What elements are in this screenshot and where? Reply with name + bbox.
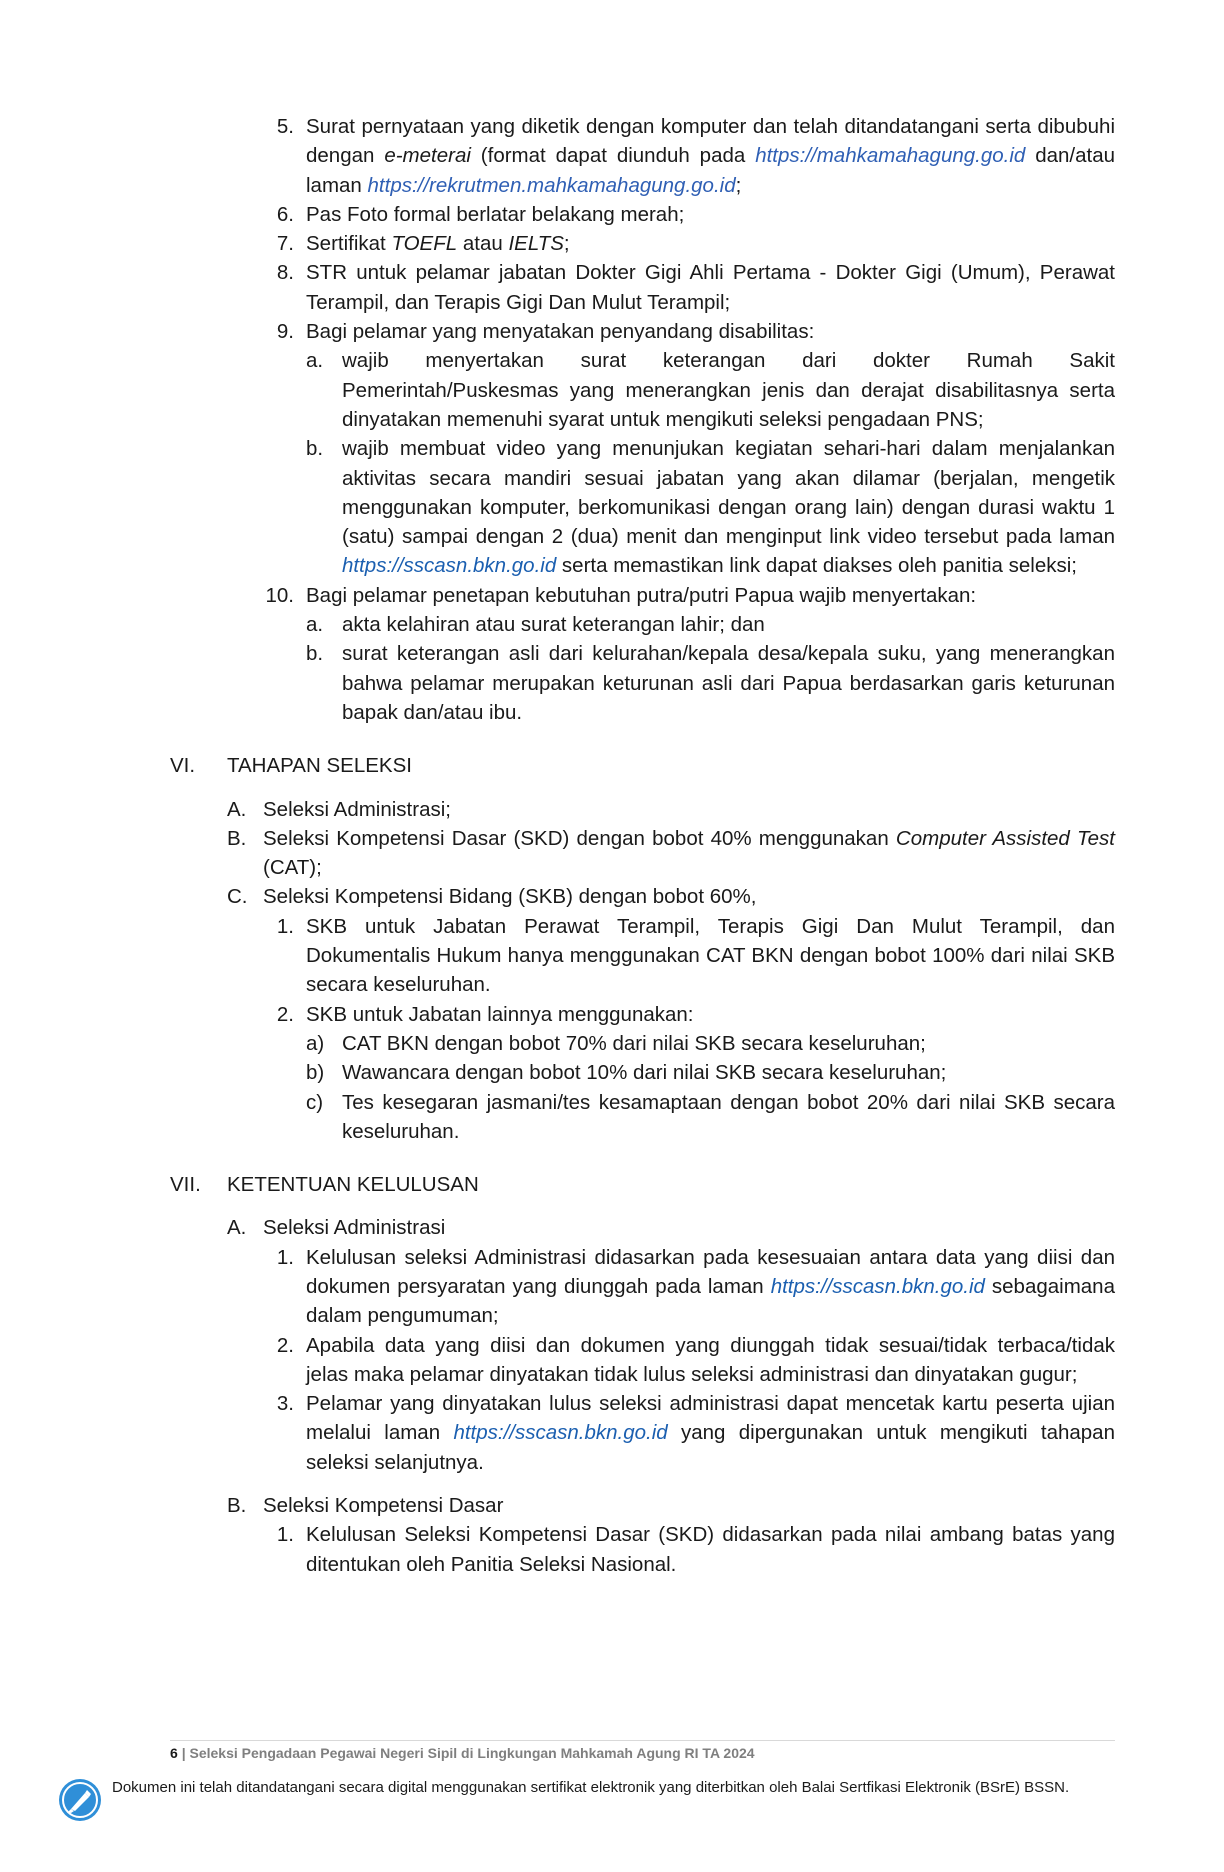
text-segment: (CAT); bbox=[263, 856, 322, 880]
section-vi-title: TAHAPAN SELEKSI bbox=[227, 754, 412, 778]
section-vi-item-c1 bbox=[170, 912, 1115, 1000]
item-text bbox=[306, 912, 1115, 1000]
text-segment: serta memastikan link dapat diakses oleh panitia seleksi; bbox=[556, 554, 1077, 578]
requirements-list bbox=[170, 112, 1115, 346]
item-number: 8. bbox=[276, 261, 294, 285]
item-number: a) bbox=[306, 1031, 325, 1055]
text-segment: Sertifikat bbox=[306, 232, 392, 256]
url-link[interactable]: https://mahkamahagung.go.id bbox=[755, 144, 1026, 168]
text-segment: Pas Foto formal berlatar belakang merah; bbox=[306, 202, 685, 226]
item-number: A. bbox=[227, 1216, 247, 1240]
url-link[interactable]: https://sscasn.bkn.go.id bbox=[342, 554, 557, 578]
text-segment: Seleksi Kompetensi Dasar (SKD) dengan bobot 40% menggunakan bbox=[263, 826, 896, 850]
footer-divider bbox=[170, 1740, 1115, 1741]
italic-term: e-meterai bbox=[384, 144, 471, 168]
item-number: 6. bbox=[276, 202, 294, 226]
item-text bbox=[263, 795, 1115, 824]
text-segment: (format dapat diunduh pada bbox=[470, 144, 756, 168]
item-number: c) bbox=[306, 1090, 324, 1114]
list-item bbox=[306, 434, 1115, 580]
list-item bbox=[227, 1213, 1115, 1242]
list-item bbox=[306, 1029, 1115, 1058]
item-10 bbox=[170, 581, 1115, 610]
list-item bbox=[227, 1491, 1115, 1520]
list-item bbox=[227, 229, 1115, 258]
item-number: a. bbox=[306, 613, 324, 637]
list-item bbox=[227, 200, 1115, 229]
text-segment: SKB untuk Jabatan Perawat Terampil, Terapis Gigi Dan Mulut Terampil, dan Dokumentalis Hukum hanya menggunakan CAT BKN dengan bobot 100% dari nilai SKB secara keseluruhan. bbox=[306, 914, 1115, 997]
item-text bbox=[306, 581, 1115, 610]
text-segment: ; bbox=[735, 173, 742, 197]
section-vii-title: KETENTUAN KELULUSAN bbox=[227, 1173, 479, 1197]
italic-term: Computer Assisted Test bbox=[895, 826, 1115, 850]
text-segment: CAT BKN dengan bobot 70% dari nilai SKB secara keseluruhan; bbox=[342, 1031, 926, 1055]
item-text bbox=[263, 1213, 1115, 1242]
digital-signature-note bbox=[58, 1778, 1208, 1822]
list-item bbox=[227, 112, 1115, 200]
text-segment: Tes kesegaran jasmani/tes kesamaptaan dengan bobot 20% dari nilai SKB secara keseluruhan. bbox=[342, 1090, 1115, 1143]
text-segment: Seleksi Administrasi; bbox=[263, 797, 451, 821]
text-segment: sebagaimana dalam pengumuman; bbox=[306, 1274, 1115, 1328]
section-vii-item-b bbox=[170, 1491, 1115, 1520]
item-text bbox=[306, 1520, 1115, 1579]
page-footer bbox=[170, 1745, 1115, 1761]
italic-term: IELTS bbox=[508, 232, 564, 256]
item-number: 9. bbox=[276, 320, 294, 344]
item-text bbox=[342, 1058, 1115, 1087]
item-number: A. bbox=[227, 797, 247, 821]
item-text bbox=[263, 1491, 1115, 1520]
item-number: B. bbox=[227, 1494, 247, 1518]
item-text bbox=[342, 1029, 1115, 1058]
item-text bbox=[306, 317, 1115, 346]
text-segment: ; bbox=[563, 232, 570, 256]
text-segment: wajib menyertakan surat keterangan dari dokter Rumah Sakit Pemerintah/Puskesmas yang menerangkan jenis dan derajat disabilitasnya serta dinyatakan memenuhi syarat untuk mengikuti seleksi pengadaan PNS; bbox=[342, 349, 1115, 431]
bsre-pen-icon bbox=[58, 1778, 102, 1822]
url-link[interactable]: https://sscasn.bkn.go.id bbox=[770, 1274, 985, 1298]
footer-title: Seleksi Pengadaan Pegawai Negeri Sipil di Lingkungan Mahkamah Agung RI TA 2024 bbox=[189, 1745, 755, 1761]
text-segment: SKB untuk Jabatan lainnya menggunakan: bbox=[306, 1002, 694, 1026]
text-segment: Bagi pelamar yang menyatakan penyandang disabilitas: bbox=[306, 320, 815, 344]
item-text bbox=[306, 229, 1115, 258]
italic-term: TOEFL bbox=[391, 232, 458, 256]
page-content bbox=[170, 112, 1115, 1579]
item-text bbox=[342, 639, 1115, 727]
section-vi-item-c2 bbox=[170, 1000, 1115, 1029]
section-vii-b-sublist bbox=[170, 1520, 1115, 1579]
item-number: b. bbox=[306, 437, 324, 461]
section-vi-item-a bbox=[170, 795, 1115, 824]
text-segment: Bagi pelamar penetapan kebutuhan putra/putri Papua wajib menyertakan: bbox=[306, 583, 977, 607]
text-segment: surat keterangan asli dari kelurahan/kepala desa/kepala suku, yang menerangkan bahwa pelamar merupakan keturunan asli dari Papua berdasarkan garis keturunan bapak dan/atau ibu. bbox=[342, 642, 1115, 724]
section-vii-a-sublist bbox=[170, 1243, 1115, 1477]
item-text bbox=[342, 346, 1115, 434]
item-number: C. bbox=[227, 885, 248, 909]
item-number: 10. bbox=[265, 583, 294, 607]
item-text bbox=[342, 1088, 1115, 1147]
list-item bbox=[227, 317, 1115, 346]
footer-separator: | bbox=[181, 1745, 186, 1761]
item-text bbox=[263, 824, 1115, 883]
text-segment: Seleksi Kompetensi Dasar bbox=[263, 1494, 504, 1518]
text-segment: Seleksi Kompetensi Bidang (SKB) dengan bobot 60%, bbox=[263, 885, 757, 909]
text-segment: Kelulusan Seleksi Kompetensi Dasar (SKD) didasarkan pada nilai ambang batas yang ditentukan oleh Panitia Seleksi Nasional. bbox=[306, 1523, 1115, 1576]
section-vi-item-c bbox=[170, 882, 1115, 911]
list-item bbox=[227, 1000, 1115, 1029]
item-text bbox=[263, 882, 1115, 911]
text-segment: Apabila data yang diisi dan dokumen yang diunggah tidak sesuai/tidak terbaca/tidak jelas maka pelamar dinyatakan tidak lulus seleksi administrasi dan dinyatakan gugur; bbox=[306, 1333, 1115, 1386]
section-vi-heading bbox=[170, 751, 1115, 780]
item-text bbox=[306, 258, 1115, 317]
item-number: b) bbox=[306, 1061, 325, 1085]
section-vii-heading bbox=[170, 1170, 1115, 1199]
text-segment: Pelamar yang dinyatakan lulus seleksi administrasi dapat mencetak kartu peserta ujian melalui laman bbox=[306, 1392, 1115, 1445]
section-vii-number: VII. bbox=[170, 1173, 201, 1197]
url-link[interactable]: https://rekrutmen.mahkamahagung.go.id bbox=[367, 173, 736, 197]
item-number: 3. bbox=[276, 1392, 294, 1416]
url-link[interactable]: https://sscasn.bkn.go.id bbox=[453, 1421, 668, 1445]
text-segment: yang dipergunakan untuk mengikuti tahapan seleksi selanjutnya. bbox=[306, 1421, 1115, 1474]
list-item bbox=[227, 882, 1115, 911]
list-item bbox=[306, 639, 1115, 727]
list-item bbox=[227, 1389, 1115, 1477]
item-number: b. bbox=[306, 642, 324, 666]
item-number: 5. bbox=[276, 115, 294, 138]
section-vi-item-b bbox=[170, 824, 1115, 883]
text-segment: Wawancara dengan bobot 10% dari nilai SKB secara keseluruhan; bbox=[342, 1061, 947, 1085]
section-vi-number: VI. bbox=[170, 754, 196, 778]
list-item bbox=[227, 795, 1115, 824]
item-number: B. bbox=[227, 826, 247, 850]
item-text bbox=[306, 1389, 1115, 1477]
item-text bbox=[342, 434, 1115, 580]
item-9-sublist bbox=[170, 346, 1115, 580]
list-item bbox=[227, 581, 1115, 610]
item-text bbox=[306, 112, 1115, 200]
text-segment: Surat pernyataan yang diketik dengan komputer dan telah ditandatangani serta dibubuhi dengan bbox=[306, 115, 1115, 168]
text-segment: STR untuk pelamar jabatan Dokter Gigi Ahli Pertama - Dokter Gigi (Umum), Perawat Terampil, dan Terapis Gigi Dan Mulut Terampil; bbox=[306, 261, 1115, 314]
item-text bbox=[306, 1000, 1115, 1029]
list-item bbox=[227, 1243, 1115, 1331]
section-vi-c2-sublist bbox=[170, 1029, 1115, 1146]
list-item bbox=[227, 1520, 1115, 1579]
item-number: 1. bbox=[276, 1245, 294, 1269]
list-item bbox=[227, 1331, 1115, 1390]
item-number: 1. bbox=[276, 1523, 294, 1547]
list-item bbox=[306, 1088, 1115, 1147]
text-segment: Kelulusan seleksi Administrasi didasarkan pada kesesuaian antara data yang diisi dan dokumen persyaratan yang diunggah pada laman bbox=[306, 1245, 1115, 1298]
footer-page-number: 6 bbox=[170, 1745, 178, 1761]
item-number: 2. bbox=[276, 1002, 294, 1026]
item-number: a. bbox=[306, 349, 324, 373]
item-text bbox=[306, 1243, 1115, 1331]
text-segment: wajib membuat video yang menunjukan kegiatan sehari-hari dalam menjalankan aktivitas secara mandiri sesuai jabatan yang akan dilamar (berjalan, mengetik menggunakan komputer, berkomunikasi dengan orang lain) dengan durasi waktu 1 (satu) sampai dengan 2 (dua) menit dan menginput link video tersebut pada laman bbox=[342, 437, 1115, 549]
item-text bbox=[342, 610, 1115, 639]
item-number: 1. bbox=[276, 914, 294, 938]
text-segment: dan/atau laman bbox=[306, 144, 1115, 197]
text-segment: atau bbox=[457, 232, 509, 256]
item-text bbox=[306, 200, 1115, 229]
list-item bbox=[306, 1058, 1115, 1087]
list-item bbox=[306, 610, 1115, 639]
text-segment: Seleksi Administrasi bbox=[263, 1216, 446, 1240]
item-text bbox=[306, 1331, 1115, 1390]
section-vii-item-a bbox=[170, 1213, 1115, 1242]
list-item bbox=[227, 824, 1115, 883]
list-item bbox=[306, 346, 1115, 434]
list-item bbox=[227, 258, 1115, 317]
item-number: 2. bbox=[276, 1333, 294, 1357]
item-number: 7. bbox=[276, 232, 294, 256]
text-segment: akta kelahiran atau surat keterangan lahir; dan bbox=[342, 613, 765, 637]
item-10-sublist bbox=[170, 610, 1115, 727]
list-item bbox=[227, 912, 1115, 1000]
signature-text: Dokumen ini telah ditandatangani secara digital menggunakan sertifikat elektronik yang diterbitkan oleh Balai Sertfikasi Elektronik (BSrE) BSSN. bbox=[112, 1779, 1070, 1796]
